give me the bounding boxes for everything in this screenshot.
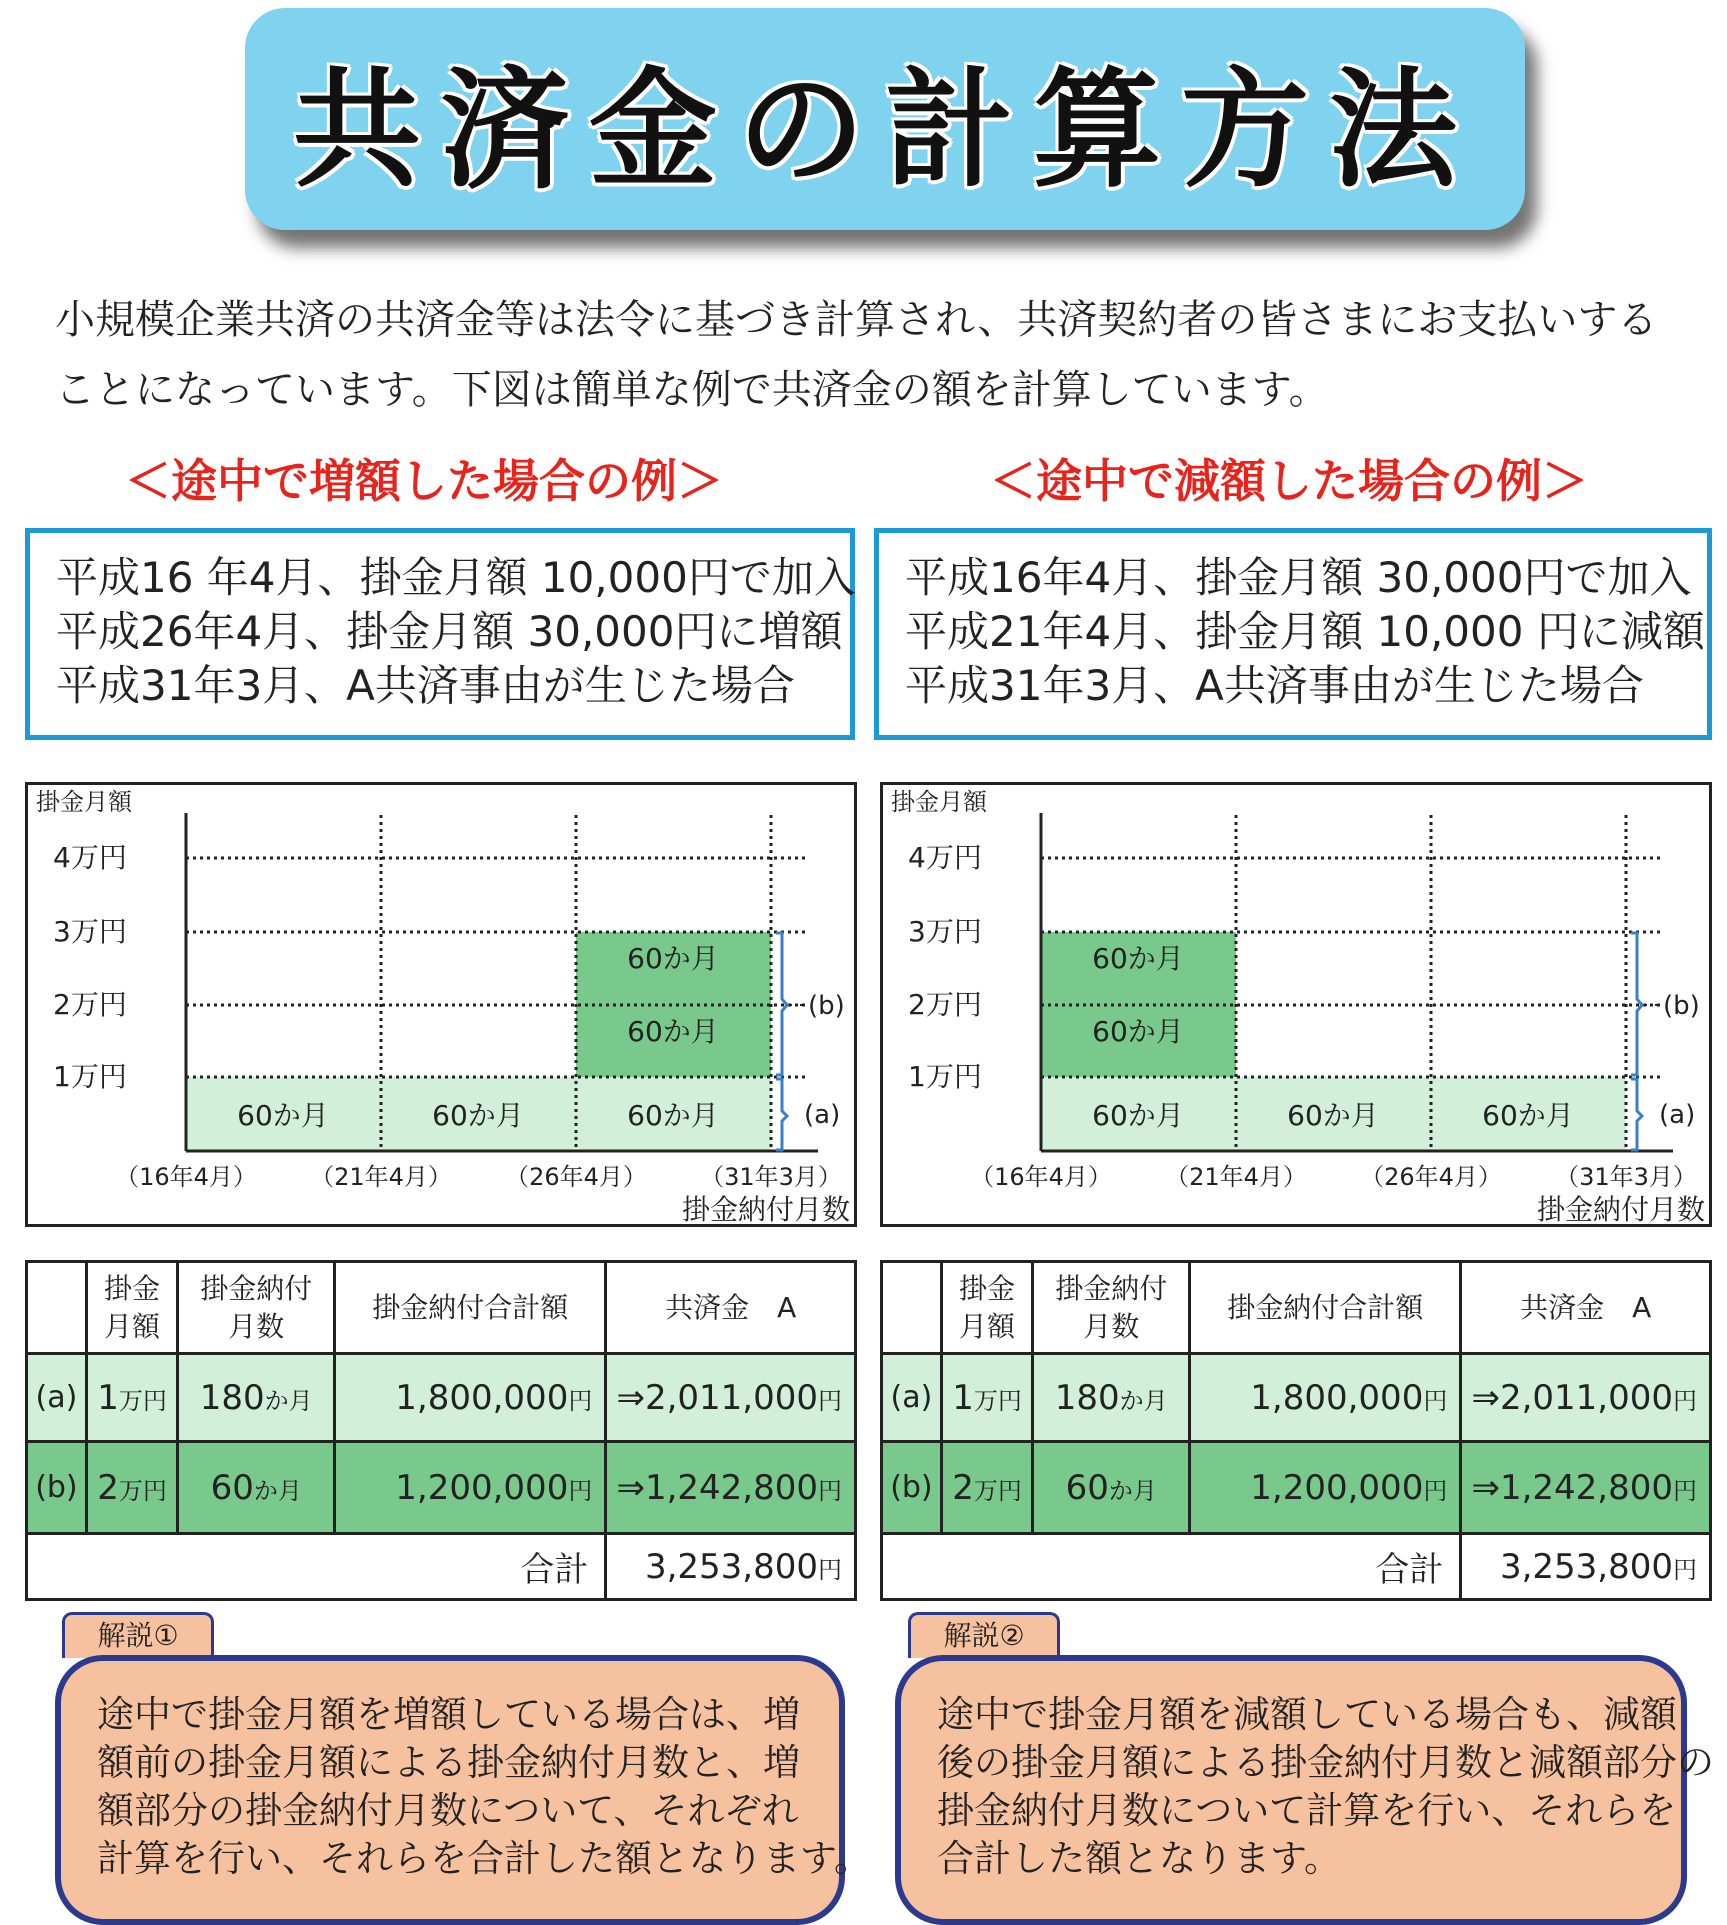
explanation-line: 後の掛金月額による掛金納付月数と減額部分の: [937, 1741, 1714, 1784]
cell-label: 60か月: [1092, 1015, 1184, 1048]
right-conditions-box: [874, 528, 1712, 740]
explanation-tab-1: 解説①: [62, 1612, 214, 1658]
brace-b-label: (b): [1663, 991, 1700, 1021]
x-tick-label: （26年4月）: [505, 1163, 647, 1191]
left-conditions-box: [25, 528, 855, 740]
y-axis-title: 掛金月額: [891, 788, 987, 816]
header-key-cell: [882, 1262, 942, 1354]
table-header-row: [27, 1262, 856, 1354]
right-example-heading: ＜途中で減額した場合の例＞: [990, 454, 1588, 508]
row-payout: ⇒1,242,800円: [606, 1442, 856, 1534]
sum-label: 合計: [882, 1534, 1461, 1600]
cell-label: 60か月: [432, 1099, 524, 1132]
left-chart: [25, 782, 857, 1227]
row-months: 180か月: [1033, 1354, 1190, 1442]
header-months: 掛金納付 月数: [1033, 1262, 1190, 1354]
row-months: 60か月: [1033, 1442, 1190, 1534]
brace-a: [776, 1079, 787, 1150]
header-payout: 共済金 A: [1461, 1262, 1711, 1354]
x-tick-label: （16年4月）: [115, 1163, 257, 1191]
header-months: 掛金納付 月数: [178, 1262, 335, 1354]
sum-value: 3,253,800円: [1461, 1534, 1711, 1600]
explanation-box-2: [895, 1655, 1714, 1925]
header-total: 掛金納付合計額: [1190, 1262, 1461, 1354]
x-tick-label: （21年4月）: [1165, 1163, 1307, 1191]
table-row: [882, 1442, 1711, 1534]
explanation-line: 額前の掛金月額による掛金納付月数と、増: [97, 1741, 800, 1784]
explanation-box-1: [55, 1655, 872, 1925]
intro-text: [55, 285, 1675, 425]
y-tick-label: 4万円: [908, 841, 982, 874]
cell-label: 60か月: [627, 942, 719, 975]
intro-line: ことになっています。下図は簡単な例で共済金の額を計算しています。: [55, 367, 1329, 413]
row-total: 1,200,000円: [1190, 1442, 1461, 1534]
explanation-line: 掛金納付月数について計算を行い、それらを: [937, 1789, 1677, 1832]
explanation-line: 額部分の掛金納付月数について、それぞれ: [97, 1789, 799, 1832]
table-sum-row: [27, 1534, 856, 1600]
header-payout: 共済金 A: [606, 1262, 856, 1354]
row-amount: 2万円: [941, 1442, 1032, 1534]
y-tick-label: 3万円: [53, 915, 127, 948]
explanation-line: 途中で掛金月額を増額している場合は、増: [97, 1693, 800, 1736]
x-tick-label: （21年4月）: [310, 1163, 452, 1191]
right-chart-svg: [883, 785, 1715, 1230]
explanation-tab-2: 解説②: [908, 1612, 1060, 1658]
explanation-line: 計算を行い、それらを合計した額となります。: [97, 1837, 872, 1880]
x-axis-title: 掛金納付月数: [681, 1193, 850, 1226]
row-payout: ⇒2,011,000円: [1461, 1354, 1711, 1442]
y-tick-label: 4万円: [53, 841, 127, 874]
x-axis-title: 掛金納付月数: [1536, 1193, 1705, 1226]
brace-a-label: (a): [804, 1100, 841, 1130]
brace-b-label: (b): [808, 991, 845, 1021]
left-example-heading: ＜途中で増額した場合の例＞: [125, 454, 723, 508]
row-months: 60か月: [178, 1442, 335, 1534]
header-amount: 掛金 月額: [86, 1262, 177, 1354]
condition-line: 平成21年4月、掛金月額 10,000 円に減額: [905, 607, 1705, 656]
explanation-line: 途中で掛金月額を減額している場合も、減額: [937, 1693, 1677, 1736]
header-amount: 掛金 月額: [941, 1262, 1032, 1354]
y-tick-label: 2万円: [908, 988, 982, 1021]
left-payout-table: [25, 1260, 857, 1601]
table-row: [882, 1354, 1711, 1442]
sum-label: 合計: [27, 1534, 606, 1600]
x-tick-label: （31年3月）: [700, 1163, 842, 1191]
page-title: 共済金の計算方法: [292, 56, 1477, 205]
header-total: 掛金納付合計額: [335, 1262, 606, 1354]
row-amount: 1万円: [86, 1354, 177, 1442]
explanation-line: 合計した額となります。: [937, 1837, 1342, 1880]
title-banner: [245, 8, 1525, 230]
row-amount: 2万円: [86, 1442, 177, 1534]
table-row: [27, 1442, 856, 1534]
y-axis-title: 掛金月額: [36, 788, 132, 816]
row-amount: 1万円: [941, 1354, 1032, 1442]
condition-line: 平成26年4月、掛金月額 30,000円に増額: [56, 607, 843, 656]
y-tick-label: 1万円: [908, 1060, 982, 1093]
row-total: 1,800,000円: [335, 1354, 606, 1442]
table-header-row: [882, 1262, 1711, 1354]
brace-a-label: (a): [1659, 1100, 1696, 1130]
brace-a: [1631, 1079, 1642, 1150]
row-months: 180か月: [178, 1354, 335, 1442]
right-chart: [880, 782, 1712, 1227]
row-key: (b): [27, 1442, 87, 1534]
intro-line: 小規模企業共済の共済金等は法令に基づき計算され、共済契約者の皆さまにお支払いする: [55, 297, 1658, 343]
condition-line: 平成31年3月、A共済事由が生じた場合: [905, 661, 1644, 710]
row-key: (a): [882, 1354, 942, 1442]
x-tick-label: （26年4月）: [1360, 1163, 1502, 1191]
y-tick-label: 1万円: [53, 1060, 127, 1093]
cell-label: 60か月: [237, 1099, 329, 1132]
x-tick-label: （16年4月）: [970, 1163, 1112, 1191]
condition-line: 平成16年4月、掛金月額 30,000円で加入: [905, 553, 1692, 602]
y-tick-label: 3万円: [908, 915, 982, 948]
y-tick-label: 2万円: [53, 988, 127, 1021]
cell-label: 60か月: [627, 1015, 719, 1048]
cell-label: 60か月: [1287, 1099, 1379, 1132]
cell-label: 60か月: [1482, 1099, 1574, 1132]
cell-label: 60か月: [627, 1099, 719, 1132]
header-key-cell: [27, 1262, 87, 1354]
table-row: [27, 1354, 856, 1442]
condition-line: 平成16 年4月、掛金月額 10,000円で加入: [56, 553, 856, 602]
row-payout: ⇒1,242,800円: [1461, 1442, 1711, 1534]
row-key: (a): [27, 1354, 87, 1442]
left-chart-svg: [28, 785, 860, 1230]
cell-label: 60か月: [1092, 942, 1184, 975]
row-total: 1,800,000円: [1190, 1354, 1461, 1442]
sum-value: 3,253,800円: [606, 1534, 856, 1600]
x-tick-label: （31年3月）: [1555, 1163, 1697, 1191]
row-payout: ⇒2,011,000円: [606, 1354, 856, 1442]
right-payout-table: [880, 1260, 1712, 1601]
row-key: (b): [882, 1442, 942, 1534]
table-sum-row: [882, 1534, 1711, 1600]
condition-line: 平成31年3月、A共済事由が生じた場合: [56, 661, 795, 710]
cell-label: 60か月: [1092, 1099, 1184, 1132]
row-total: 1,200,000円: [335, 1442, 606, 1534]
